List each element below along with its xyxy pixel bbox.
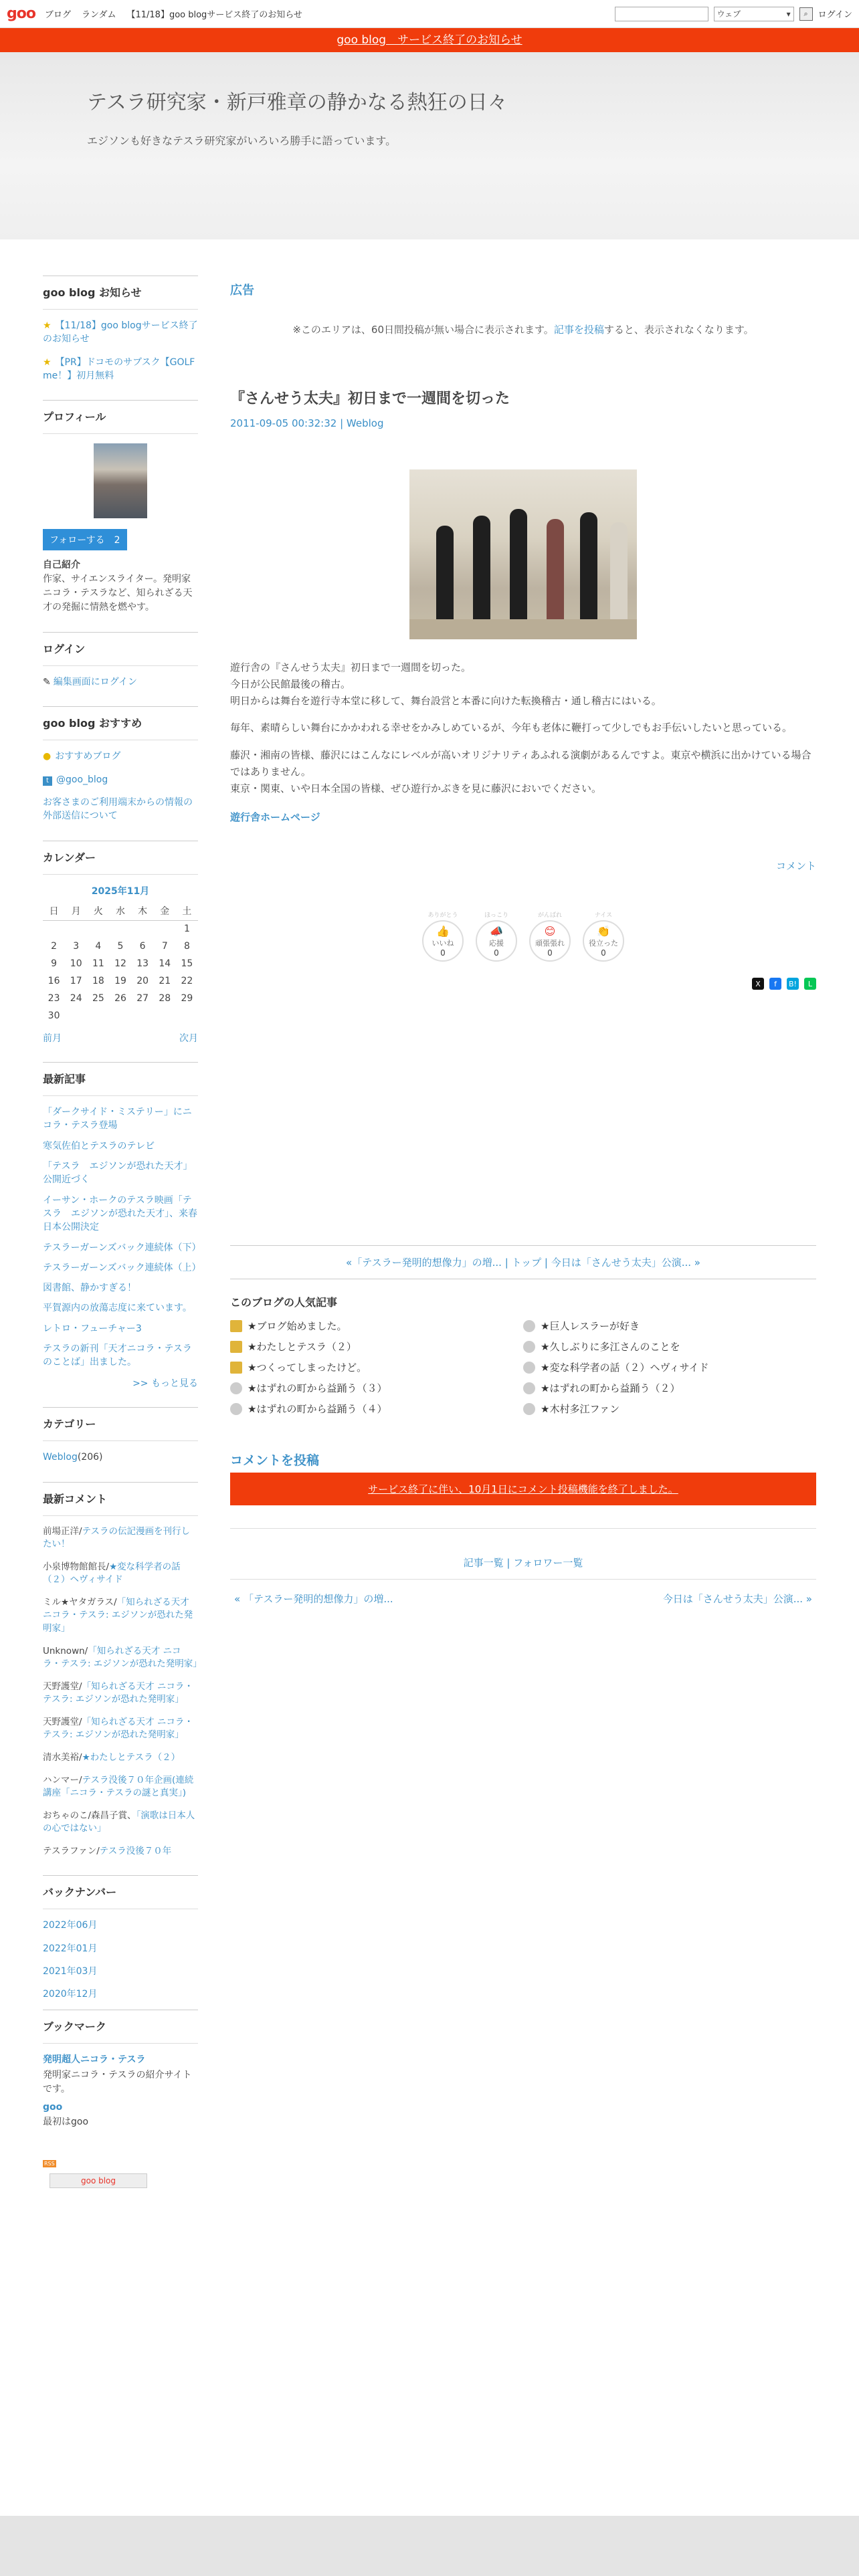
calendar-next-link[interactable]: 次月 [179, 1033, 198, 1045]
rss-icon[interactable]: RSS [44, 2160, 55, 2167]
comment-author: 小泉博物館館長/ [43, 1561, 110, 1572]
calendar-day: 12 [114, 958, 126, 970]
rehearsal-photo[interactable] [409, 469, 637, 639]
post-paragraph: 遊行舎の『さんせう太夫』初日まで一週間を切った。 今日が公民館最後の稽古。 明日からは舞台を遊行寺本堂に移して、舞台設営と本番に向けた転換稽古・通し稽古にはいる。 [230, 661, 662, 707]
search-button[interactable]: ⌕ [799, 7, 813, 21]
popular-post-title[interactable]: ★はずれの町から益踊う（２） [541, 1382, 680, 1395]
blog-title[interactable]: テスラ研究家・新戸雅章の静かなる熱狂の日々 [87, 91, 508, 114]
sidebar-calendar-section [43, 841, 198, 1045]
calendar-prev-link[interactable]: 前月 [43, 1033, 62, 1045]
calendar-day: 25 [92, 993, 104, 1004]
chevron-down-icon: ▾ [786, 9, 791, 19]
backnumber-list [43, 1919, 198, 2000]
reaction-button[interactable] [476, 910, 517, 962]
reaction-count: 0 [494, 948, 499, 958]
rank-icon [523, 1341, 535, 1353]
sidebar-notice-section [43, 276, 198, 383]
sidebar-comments-section [43, 1482, 202, 1858]
calendar-day: 21 [159, 976, 171, 987]
recent-comment [43, 1525, 198, 1551]
calendar-table [43, 901, 198, 1025]
popular-post-item[interactable] [230, 1402, 523, 1416]
popular-post-item[interactable] [230, 1360, 523, 1374]
calendar-day: 20 [136, 976, 149, 987]
comment-author: 天野護堂/ [43, 1681, 82, 1692]
profile-avatar[interactable] [94, 443, 147, 518]
comment-post-link[interactable]: 「知られざる天才 ニコラ・テスラ: エジソンが恐れた発明家」 [43, 1596, 193, 1634]
calendar-weekday: 土 [176, 901, 198, 921]
recent-post-link[interactable]: テスラーガーンズバック連続体（下） [43, 1242, 201, 1253]
comment-post-link[interactable]: テスラ没後７０年企画(連続講座「ニコラ・テスラの謎と真実」) [43, 1774, 194, 1799]
sidebar-heading: ブックマーク [43, 2018, 198, 2044]
sidebar-recent-section [43, 1062, 201, 1389]
calendar-day: 10 [70, 958, 82, 970]
reaction-button[interactable] [583, 910, 624, 962]
calendar-weekday: 月 [65, 901, 87, 921]
comment-link[interactable]: コメント [775, 860, 816, 873]
recent-post-link[interactable]: イーサン・ホークのテスラ映画「テスラ エジソンが恐れた天才」、来春日本公開決定 [43, 1194, 197, 1233]
calendar-day [132, 920, 154, 938]
blog-description: エジソンも好きなテスラ研究家がいろいろ勝手に語っています。 [87, 134, 397, 147]
popular-post-title[interactable]: ★わたしとテスラ（２） [248, 1341, 357, 1354]
sidebar-heading: goo blog お知らせ [43, 284, 198, 310]
hatena-share-icon[interactable]: B! [787, 978, 799, 990]
reaction-label: 頑張張れ [535, 938, 565, 948]
recent-post-link[interactable]: 図書館、静かすぎる！ [43, 1283, 136, 1294]
star-icon: ★ [43, 320, 52, 331]
calendar-weekday: 火 [87, 901, 109, 921]
rank-icon [523, 1320, 535, 1332]
bookmark-desc: 最初はgoo [43, 2116, 89, 2127]
twitter-icon: t [43, 776, 52, 786]
sidebar-login-section [43, 632, 198, 689]
comment-post-link[interactable]: 「知られざる天才 ニコラ・テスラ: エジソンが恐れた発明家」 [43, 1645, 202, 1670]
calendar-day: 29 [181, 993, 193, 1004]
bottom-nav [230, 1592, 816, 1606]
more-posts-link[interactable]: >> もっと見る [132, 1378, 198, 1389]
calendar-day: 2 [51, 941, 58, 952]
popular-post-item[interactable] [230, 1319, 523, 1333]
post-paragraph: 毎年、素晴らしい舞台にかかわれる幸せをかみしめているが、今年も老体に鞭打って少しでもお手伝いしたいと思っている。 [230, 722, 793, 734]
popular-posts-heading: このブログの人気記事 [230, 1296, 338, 1309]
intro-heading: 自己紹介 [43, 560, 80, 571]
comment-author: Unknown/ [43, 1645, 88, 1656]
calendar-day: 28 [159, 993, 171, 1004]
popular-post-title[interactable]: ★はずれの町から益踊う（３） [248, 1382, 387, 1395]
sidebar-heading: カテゴリー [43, 1416, 198, 1441]
comment-author: 天野護堂/ [43, 1716, 82, 1727]
service-end-banner[interactable]: goo blog サービス終了のお知らせ [0, 28, 859, 52]
sidebar [43, 239, 202, 2206]
intro-text: 作家、サイエンスライター。発明家ニコラ・テスラなど、知られざる天才の発掘に情熱を燃やす。 [43, 574, 193, 613]
notice-item[interactable]: ★ 【PR】ドコモのサブスク【GOLF me！】初月無料 [43, 356, 195, 381]
recent-posts-list [43, 1105, 201, 1369]
calendar-day [109, 1007, 131, 1025]
recommend-blog-link[interactable]: ● おすすめブログ [43, 751, 121, 762]
calendar-day: 11 [92, 958, 104, 970]
reaction-caption: ナイス [594, 912, 613, 920]
popular-post-title[interactable]: ★巨人レスラーが好き [541, 1320, 640, 1333]
post-list-link[interactable]: 記事一覧 [463, 1557, 504, 1570]
calendar-day: 26 [114, 993, 126, 1004]
calendar-month[interactable]: 2025年11月 [91, 885, 150, 897]
post-pager: «「テスラー発明的想像力」の増... | トップ | 今日は「さんせう太夫」公演... » [230, 1245, 816, 1279]
blog-header [0, 52, 859, 239]
follow-button[interactable]: フォローする 2 [43, 529, 127, 550]
rank-icon [230, 1382, 242, 1394]
comment-post-link[interactable]: ★わたしとテスラ（２） [82, 1751, 181, 1763]
reaction-button[interactable] [529, 910, 571, 962]
recent-post-link[interactable]: 平賀源内の放蕩志度に来ています。 [43, 1303, 192, 1314]
calendar-day [132, 1007, 154, 1025]
recent-post-link[interactable]: レトロ・フューチャー3 [43, 1323, 142, 1334]
comment-author: おちゃのこ/森昌子賞、 [43, 1810, 136, 1821]
popular-post-item[interactable] [523, 1339, 816, 1354]
calendar-day: 22 [181, 976, 193, 987]
popular-post-item[interactable] [230, 1339, 523, 1354]
calendar-day [176, 1007, 198, 1025]
reaction-ball [476, 920, 517, 962]
recent-comment [43, 1561, 198, 1587]
sidebar-category-section [43, 1407, 198, 1465]
rank-icon [523, 1382, 535, 1394]
pager-top-link[interactable]: トップ [511, 1257, 542, 1269]
sidebar-heading: カレンダー [43, 849, 198, 875]
reaction-caption: がんばれ [537, 912, 562, 920]
goo-logo[interactable]: goo [7, 5, 35, 22]
topbar-link-random[interactable]: ランダム [82, 10, 116, 20]
topbar-link-notice[interactable]: 【11/18】goo blogサービス終了のお知らせ [126, 10, 302, 20]
popular-post-item[interactable] [230, 1381, 523, 1395]
backnumber-item[interactable]: 2020年12月 [43, 1989, 98, 2000]
reaction-count: 0 [547, 948, 553, 958]
calendar-day: 7 [161, 941, 168, 952]
calendar-day: 6 [139, 941, 146, 952]
reaction-count: 0 [601, 948, 606, 958]
ad-heading: 広告 [230, 284, 254, 298]
recent-comment [43, 1645, 202, 1671]
line-share-icon[interactable]: L [804, 978, 816, 990]
post-date[interactable]: 2011-09-05 00:32:32 [230, 417, 337, 429]
bookmark-desc: 発明家ニコラ・テスラの紹介サイトです。 [43, 2069, 192, 2095]
recent-post-link[interactable]: 「テスラ エジソンが恐れた天才」公開近づく [43, 1161, 193, 1186]
recent-comment [43, 1845, 198, 1858]
post-paragraph: 藤沢・湘南の皆様、藤沢にはこんなにレベルが高いオリジナリティあふれる演劇があるんですよ。東京や横浜に出かけている場合ではありません。 東京・関東、いや日本全国の皆様、ぜひ遊行かぶきを見に藤沢においでください。 [230, 749, 812, 794]
recent-comment [43, 1716, 198, 1742]
comment-author: ミル★ヤタガラス/ [43, 1596, 117, 1608]
recent-post-link[interactable]: 寒気佐伯とテスラのテレビ [43, 1140, 155, 1152]
calendar-day [154, 1007, 176, 1025]
crown-icon [230, 1320, 242, 1332]
sidebar-heading: ログイン [43, 641, 198, 666]
calendar-day [109, 920, 131, 938]
yugyosha-homepage-link[interactable]: 遊行舎ホームページ [230, 811, 320, 824]
calendar-day [154, 920, 176, 938]
popular-post-title[interactable]: ★ブログ始めました。 [248, 1320, 347, 1333]
global-topbar [0, 0, 859, 28]
x-share-icon[interactable]: X [752, 978, 764, 990]
comment-author: 清水美裕/ [43, 1751, 82, 1763]
comment-post-link[interactable]: 「演歌は日本人の心ではない」 [43, 1810, 195, 1834]
facebook-share-icon[interactable]: f [769, 978, 781, 990]
calendar-day: 1 [183, 924, 190, 935]
calendar-weekday: 金 [154, 901, 176, 921]
category-item[interactable]: Weblog(206) [43, 1451, 103, 1463]
comment-post-link[interactable]: テスラの伝記漫画を刊行したい！ [43, 1525, 191, 1550]
sidebar-recommend-section [43, 706, 198, 823]
post-title[interactable]: 『さんせう太夫』初日まで一週間を切った [230, 391, 510, 407]
bookmark-title[interactable]: goo [43, 2101, 63, 2113]
calendar-day [87, 1007, 109, 1025]
search-input[interactable] [615, 7, 708, 21]
comment-post-link[interactable]: ★変な科学者の話（２）ヘヴィサイド [43, 1561, 181, 1586]
calendar-day: 17 [70, 976, 82, 987]
share-buttons [230, 978, 816, 990]
reaction-ball [529, 920, 571, 962]
sidebar-profile-section [43, 400, 198, 615]
recent-post-link[interactable]: テスラの新刊「天才ニコラ・テスラのことば」出ました。 [43, 1344, 192, 1368]
calendar-day: 18 [92, 976, 104, 987]
recent-comment [43, 1810, 198, 1836]
search-scope-select[interactable]: ウェブ ▾ [714, 7, 794, 21]
calendar-day: 4 [95, 941, 102, 952]
reaction-count: 0 [440, 948, 446, 958]
backnumber-item[interactable]: 2022年06月 [43, 1920, 98, 1931]
calendar-day: 3 [73, 941, 80, 952]
calendar-day: 13 [136, 958, 149, 970]
lightbulb-icon: ● [43, 751, 52, 762]
star-icon: ★ [43, 356, 52, 368]
external-transmission-link[interactable]: お客さまのご利用端末からの情報の外部送信について [43, 797, 193, 822]
sidebar-heading: goo blog おすすめ [43, 715, 198, 740]
sidebar-heading: バックナンバー [43, 1884, 198, 1909]
popular-post-title[interactable]: ★久しぶりに多江さんのことを [541, 1341, 680, 1354]
sidebar-heading: 最新記事 [43, 1071, 198, 1096]
post-meta: 2011-09-05 00:32:32 | Weblog [230, 417, 384, 429]
list-links: 記事一覧 | フォロワー一覧 [230, 1528, 816, 1580]
calendar-day [65, 1007, 87, 1025]
popular-post-title[interactable]: ★はずれの町から益踊う（４） [248, 1403, 387, 1416]
reaction-ball [422, 920, 464, 962]
calendar-day: 9 [51, 958, 58, 970]
crown-icon [230, 1341, 242, 1353]
calendar-day: 23 [47, 993, 60, 1004]
comment-author: 前場正洋/ [43, 1525, 82, 1537]
ad-note: ※このエリアは、60日間投稿が無い場合に表示されます。記事を投稿すると、表示されなくなります。 [292, 324, 754, 336]
recent-comment [43, 1681, 198, 1707]
follower-list-link[interactable]: フォロワー一覧 [513, 1557, 583, 1570]
bottom-next-link[interactable]: 今日は「さんせう太夫」公演... » [662, 1593, 812, 1606]
calendar-day: 8 [183, 941, 190, 952]
calendar-day: 24 [70, 993, 82, 1004]
sidebar-bookmark-section [43, 2010, 198, 2188]
pager-next-link[interactable]: 今日は「さんせう太夫」公演... » [551, 1257, 700, 1269]
recent-comment [43, 1751, 198, 1765]
calendar-weekday: 日 [43, 901, 65, 921]
recent-post-link[interactable]: テスラーガーンズバック連続体（上） [43, 1262, 201, 1273]
comment-post-link[interactable]: 「知られざる天才 ニコラ・テスラ: エジソンが恐れた発明家」 [43, 1716, 193, 1741]
comment-author: ハンマー/ [43, 1774, 82, 1786]
calendar-day: 5 [117, 941, 124, 952]
popular-post-item[interactable] [523, 1360, 816, 1374]
reaction-caption: ありがとう [427, 912, 458, 920]
post-comment-heading: コメントを投稿 [230, 1453, 320, 1469]
calendar-day: 14 [159, 958, 171, 970]
popular-post-title[interactable]: ★木村多江ファン [541, 1403, 620, 1416]
notice-item[interactable]: ★ 【11/18】goo blogサービス終了のお知らせ [43, 320, 198, 345]
main-content [230, 239, 816, 1606]
twitter-link[interactable]: t @goo_blog [43, 773, 198, 786]
login-link[interactable]: ログイン [818, 10, 852, 20]
reaction-caption: ほっこり [484, 912, 508, 920]
pencil-icon: ✎ [43, 677, 51, 688]
rank-icon [523, 1403, 535, 1415]
pager-prev-link[interactable]: «「テスラー発明的想像力」の増... [346, 1257, 502, 1269]
popular-post-item[interactable] [523, 1402, 816, 1416]
calendar-day [87, 920, 109, 938]
crown-icon [230, 1362, 242, 1374]
popular-post-item[interactable] [523, 1381, 816, 1395]
topbar-link-blog[interactable]: ブログ [44, 10, 71, 20]
bottom-prev-link[interactable]: « 「テスラー発明的想像力」の増... [234, 1593, 393, 1606]
comment-closed-banner[interactable]: サービス終了に伴い、10月1日にコメント投稿機能を終了しました。 [230, 1473, 816, 1505]
page-footer [0, 2516, 859, 2576]
backnumber-item[interactable]: 2021年03月 [43, 1965, 98, 1977]
topbar-search-area [615, 7, 852, 21]
recent-comment [43, 1596, 198, 1636]
rank-icon [230, 1403, 242, 1415]
calendar-day [43, 920, 65, 938]
reaction-icon: 😊 [544, 924, 556, 938]
reaction-label: いいね [432, 938, 454, 948]
write-post-link[interactable]: 記事を投稿 [553, 324, 604, 336]
goo-blog-badge[interactable]: goo blog [50, 2173, 147, 2188]
recent-post-link[interactable]: 「ダークサイド・ミステリー」にニコラ・テスラ登場 [43, 1107, 192, 1132]
popular-post-item[interactable] [523, 1319, 816, 1333]
backnumber-item[interactable]: 2022年01月 [43, 1943, 98, 1954]
popular-post-title[interactable]: ★つくってしまったけど。 [248, 1362, 367, 1374]
reaction-icon: 📣 [490, 924, 503, 938]
sidebar-heading: 最新コメント [43, 1491, 198, 1516]
reaction-ball [583, 920, 624, 962]
popular-posts-grid [230, 1319, 816, 1416]
reaction-button[interactable] [422, 910, 464, 962]
reaction-label: 応援 [489, 938, 504, 948]
sidebar-backnumber-section [43, 1875, 198, 2000]
post-category[interactable]: Weblog [346, 417, 384, 429]
reaction-label: 役立った [589, 938, 618, 948]
calendar-weekday: 水 [109, 901, 131, 921]
reaction-icon: 👍 [436, 924, 450, 938]
calendar-day: 16 [47, 976, 60, 987]
recent-comments-list [43, 1525, 202, 1858]
recent-comment [43, 1774, 198, 1800]
bookmark-title[interactable]: 発明超人ニコラ・テスラ [43, 2054, 146, 2066]
calendar-day: 30 [47, 1010, 60, 1022]
comment-post-link[interactable]: 「知られざる天才 ニコラ・テスラ: エジソンが恐れた発明家」 [43, 1681, 193, 1705]
calendar-day [65, 920, 87, 938]
popular-post-title[interactable]: ★変な科学者の話（２）ヘヴィサイド [541, 1362, 709, 1374]
calendar-day: 27 [136, 993, 149, 1004]
sidebar-heading: プロフィール [43, 409, 198, 434]
calendar-day: 15 [181, 958, 193, 970]
edit-login-link[interactable]: ✎ 編集画面にログイン [43, 677, 138, 688]
rank-icon [523, 1362, 535, 1374]
comment-post-link[interactable]: テスラ没後７０年 [99, 1845, 172, 1856]
comment-author: テスラファン/ [43, 1845, 100, 1856]
calendar-weekday: 木 [132, 901, 154, 921]
reaction-icon: 👏 [597, 924, 610, 938]
reaction-buttons [230, 910, 816, 962]
calendar-day: 19 [114, 976, 126, 987]
